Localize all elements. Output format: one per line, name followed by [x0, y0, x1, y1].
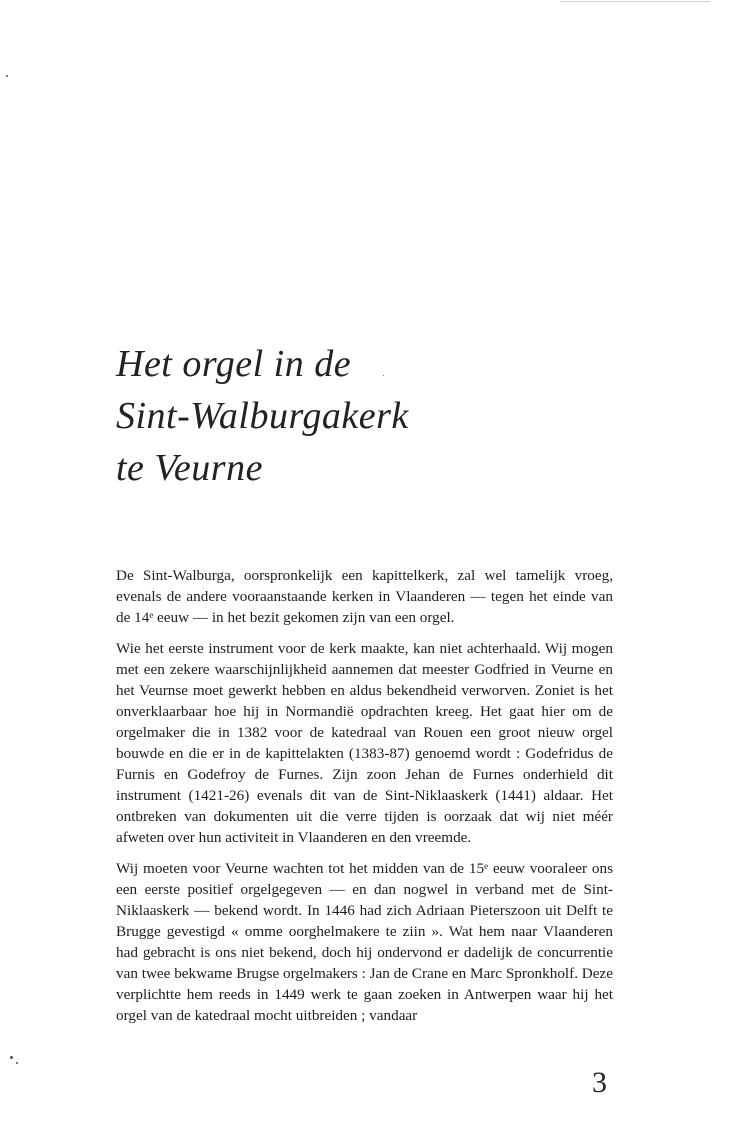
chapter-title	[116, 338, 409, 494]
scan-speck	[10, 1056, 13, 1059]
title-line-2: Sint-Walburgakerk	[116, 395, 409, 437]
body-text	[116, 565, 613, 1036]
paragraph-2: Wie het eerste instrument voor de kerk maakte, kan niet achterhaald. Wij mogen met een zekere waarschijnlijkheid aannemen dat meester Godfried in Veurne en het Veurnse moet gewerkt hebben en aldus bekendheid verworven. Zoniet is het onverklaarbaar hoe hij in Normandië opdrachten kreeg. Het gaat hier om de orgelmaker die in 1382 voor de katedraal van Rouen een groot nieuw orgel bouwde en die er in de kapittelakten (1383-87) genoemd wordt : Godefridus de Furnis en Godefroy de Furnes. Zijn zoon Jehan de Furnes onderhield dit instrument (1421-26) evenals dit van de Sint-Niklaaskerk (1441) aldaar. Het ontbreken van dokumenten uit die verre tijden is oorzaak dat wij niet méér afweten over hun activiteit in Vlaanderen en den vreemde.	[116, 640, 613, 846]
scan-speck	[383, 375, 384, 376]
title-line-1: Het orgel in de	[116, 343, 352, 385]
paragraph-3: Wij moeten voor Veurne wachten tot het midden van de 15ᵉ eeuw vooraleer ons een eerste positief orgelgegeven — en dan nogwel in verband met de Sint-Niklaaskerk — bekend wordt. In 1446 had zich Adriaan Pieterszoon uit Delft te Brugge gevestigd « omme oorghelmakere te ziin ». Wat hem naar Vlaanderen had gebracht is ons niet bekend, doch hij ondervond er dadelijk de concurrentie van twee bekwame Brugse orgelmakers : Jan de Crane en Marc Spronkholf. Deze verplichtte hem reeds in 1449 werk te gaan zoeken in Antwerpen waar hij het orgel van de katedraal mocht uitbreiden ; vandaar	[116, 860, 613, 1024]
paragraph-1: De Sint-Walburga, oorspronkelijk een kapittelkerk, zal wel tamelijk vroeg, evenals de andere vooraanstaande kerken in Vlaanderen — tegen het einde van de 14ᵉ eeuw — in het bezit gekomen zijn van een orgel.	[116, 567, 613, 626]
page-number: 3	[592, 1066, 607, 1099]
scan-speck	[6, 75, 8, 77]
scan-speck	[16, 1062, 18, 1064]
scan-edge-line	[560, 1, 710, 2]
title-line-3: te Veurne	[116, 447, 263, 489]
